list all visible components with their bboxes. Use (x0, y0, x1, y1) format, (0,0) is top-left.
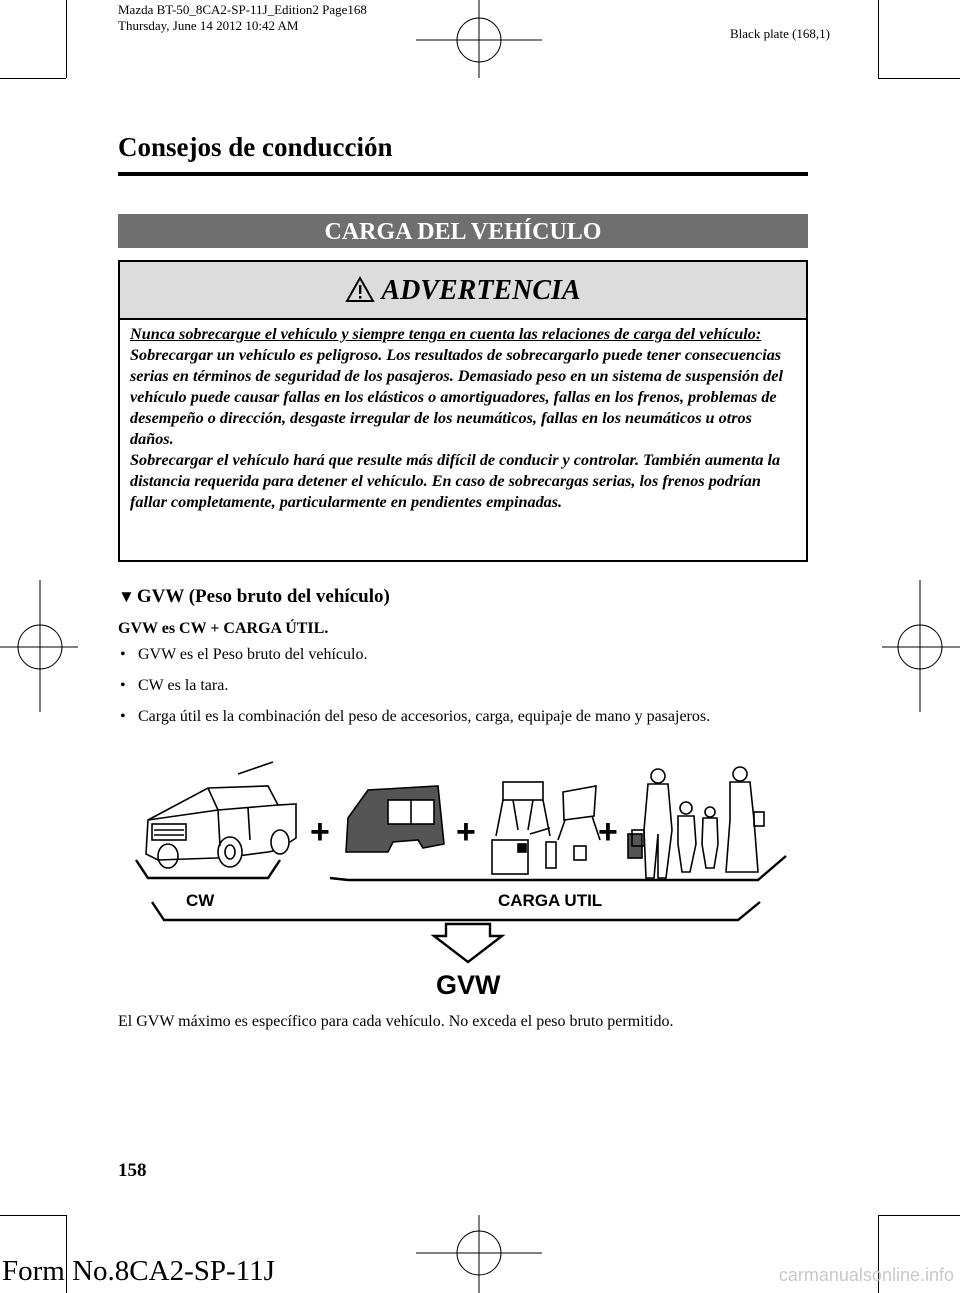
subsection-marker-icon: ▼ (118, 587, 135, 606)
plus-sign: + (310, 813, 330, 851)
warning-paragraph-1: Sobrecargar un vehículo es peligroso. Los resultados de sobrecargarlo puede tener consecuencias serias en términos de seguridad de los pasajeros. Demasiado peso en un sistema de suspensión del vehículo puede causar fallas en los elásticos o amortiguadores, fallas en los frenos, problemas de desempeño o dirección, desgaste irregular de los neumáticos, fallas en los neumáticos u otros daños. (130, 346, 783, 448)
carga-util-label: CARGA UTIL (498, 891, 603, 910)
warning-paragraph-2: Sobrecargar el vehículo hará que resulte más difícil de conducir y controlar. También aumenta la distancia requerida para detener el vehículo. En caso de sobrecargas serias, los frenos podrían fallar completamente, particularmente en pendientes empinadas. (130, 451, 781, 511)
watermark: carmanualsonline.info (778, 1265, 954, 1285)
definition-list (118, 645, 758, 738)
family-icon (632, 767, 764, 878)
warning-triangle-icon (345, 276, 375, 303)
section-banner: CARGA DEL VEHÍCULO (118, 214, 808, 248)
print-info-line2: Thursday, June 14 2012 10:42 AM (118, 18, 299, 33)
warning-header (120, 262, 806, 320)
gvw-formula: GVW es CW + CARGA ÚTIL. (118, 620, 329, 637)
plus-sign: + (456, 813, 476, 851)
print-info-line1: Mazda BT-50_8CA2-SP-11J_Edition2 Page168 (118, 2, 367, 17)
plate-info: Black plate (168,1) (730, 26, 830, 41)
print-info (118, 2, 367, 34)
warning-lead: Nunca sobrecargue el vehículo y siempre tenga en cuenta las relaciones de carga del vehículo: (130, 325, 762, 343)
subsection-heading (118, 586, 390, 608)
form-number: Form No.8CA2-SP-11J (2, 1255, 275, 1287)
gvw-diagram (118, 760, 808, 1000)
section-title: Consejos de conducción (118, 132, 393, 162)
cw-label: CW (186, 891, 215, 910)
camping-gear-icon (492, 782, 642, 874)
warning-box (118, 260, 808, 562)
pickup-truck-icon (146, 762, 296, 868)
list-item: • GVW es el Peso bruto del vehículo. (118, 645, 758, 665)
canopy-icon (346, 786, 444, 852)
list-item: • CW es la tara. (118, 676, 758, 696)
gvw-label: GVW (436, 970, 501, 1000)
plus-sign: + (598, 813, 618, 851)
warning-title: ADVERTENCIA (381, 275, 581, 306)
subsection-title: GVW (Peso bruto del vehículo) (136, 586, 390, 607)
page-number: 158 (118, 1160, 147, 1181)
down-arrow-icon (434, 924, 502, 962)
title-rule (118, 172, 808, 176)
warning-body (120, 320, 806, 513)
list-item: • Carga útil es la combinación del peso de accesorios, carga, equipaje de mano y pasajeros. (118, 707, 758, 727)
gvw-note: El GVW máximo es específico para cada vehículo. No exceda el peso bruto permitido. (118, 1013, 674, 1030)
